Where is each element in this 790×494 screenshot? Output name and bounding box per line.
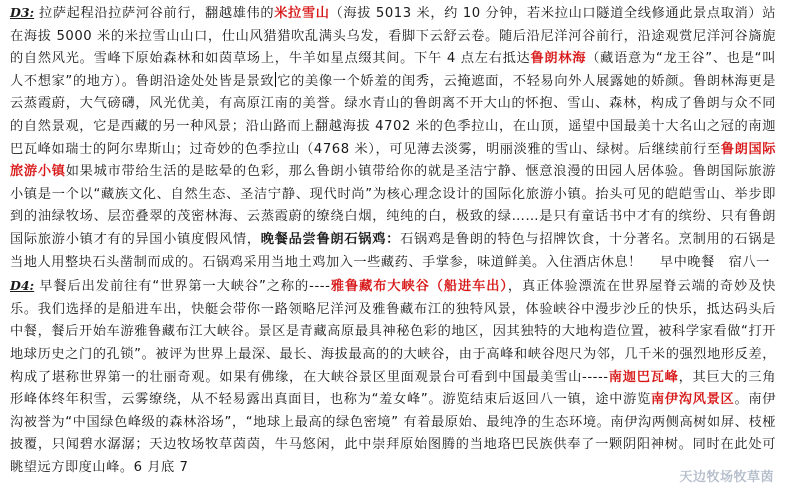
- day4-paragraph: [10, 275, 776, 479]
- day3-text: 拉萨起程沿拉萨河谷前行，翻越雄伟的: [34, 6, 275, 21]
- day4-text: 。南伊沟被誉为“中国绿色峰级的森林浴场”，“地球上最高的绿色密境” 有着最原始、最纯净的生态环境。南伊沟两侧高树如屏、枝桠披覆，只闻碧水潺潺；天边牧场牧草茵茵，牛马悠闲，此中崇拜原始图腾的当地珞巴民族供奉了一颗阴阳神树。同时在此处可眺望远方即度山峰。6 月底 7: [10, 392, 776, 475]
- highlight-nanyi-valley: 南伊沟风景区: [650, 392, 735, 408]
- day3-paragraph: [10, 2, 776, 274]
- day3-text: 如果城市带给生活的是眩晕的色彩，那么鲁朗小镇带给你的就是圣洁宁静、惬意浪漫的田园人居体验。鲁朗国际旅游小镇是一个以“藏族文化、自然生态、圣洁宁静、现代时尚”为核心理念设计的国际化旅游小镇。抬头可见的皑皑雪山、举步即到的油绿牧场、层峦叠翠的茂密林海、云蒸霞蔚的缭绕白烟，纯纯的白，极致的绿……是只有童话书中才有的缤纷、只有鲁朗国际旅游小镇才有的异国小镇度假风情，: [10, 164, 777, 247]
- highlight-lulang-forest: 鲁朗林海: [530, 51, 587, 67]
- day4-text: ，其巨大的三角形峰体终年积雪，云雾缭绕，从不轻易露出真面目，也称为“羞女峰”。游览结束后返回八一镇，途中游览: [10, 369, 777, 408]
- day4-text: 早餐后出发前往有“世界第一大峡谷”之称的----: [34, 279, 331, 295]
- dinner-note: 晚餐品尝鲁朗石锅鸡：: [260, 231, 401, 247]
- highlight-mila-snow-mountain: 米拉雪山: [274, 6, 330, 21]
- day3-text: （藏语意为“龙王谷”、也是“叫人不想家”的地方）。鲁朗沿途处处皆是景致: [10, 51, 776, 89]
- highlight-yarlung-canyon: 雅鲁藏布大峡谷（船进车出）: [330, 279, 508, 295]
- day4-text: ，真正体验漂流在世界屋脊云端的奇妙及快乐。我们选择的是船进车出，快艇会带你一路领略尼洋河及雅鲁藏布江的独特风景，体验峡谷中漫步沙丘的快乐，抵达码头后中餐，餐后开始车游雅鲁藏布江大峡谷。景区是青藏高原最具神秘色彩的地区，因其独特的大地构造位置，被科学家看做“打开地球历史之门的孔锁”。被评为世界上最深、最长、海拔最高的的大峡谷，由于高峰和峡谷咫尺为邻，几千米的强烈地形反差，构成了堪称世界第一的壮丽奇观。如果有佛缘，在大峡谷景区里面观景台可看到中国最美雪山-----: [10, 279, 776, 385]
- day3-text: （海拔 5013 米，约 10 分钟，若米拉山口隧道全线修通此景点取消）站在海拔 5000 米的米拉雪山山口，仕山风猎猎吹乱满头乌发，看脚下云舒云卷。随后沿尼洋河谷前行，沿途观赏尼洋河谷旖旎的自然风光。雪峰下原始森林和如茵草场上，牛羊如星点缀其间。下午 4 点左右抵达: [10, 6, 776, 67]
- day3-text: 石锅鸡是鲁朗的特色与招牌饮食，十分著名。烹制用的石锅是当地人用整块石头凿制而成的。石锅鸡采用当地土鸡加入一些藏药、手掌参，味道鲜美。入住酒店休息！: [10, 231, 776, 270]
- day3-meals: 早中晚餐 宿八一: [659, 254, 770, 270]
- highlight-namcha-barwa: 南迦巴瓦峰: [608, 369, 679, 385]
- highlight-lulang-town: 鲁朗国际旅游小镇: [10, 141, 776, 180]
- watermark: 天边牧场牧草茵: [679, 467, 774, 490]
- day3-text: 它的美像一个娇羞的闺秀，云掩遮面，不轻易向外人展露她的娇颜。鲁朗林海更是云蒸霞蔚，大气磅礴，风光优美，有高原江南的美誉。绿水青山的鲁朗离不开大山的怀抱、雪山、森林，构成了鲁朗与众不同的自然景观，它是西藏的另一种风景；沿山路而上翻越海拔 4702 米的色季拉山，在山顶，遥望中国最美十大名山之冠的南迦巴瓦峰如瑞士的阿尔卑斯山；过奇妙的色季拉山（4768 米），可见薄去淡雾，明丽淡雅的雪山、绿树。后继续前行至: [10, 73, 776, 157]
- day4-label: D4:: [10, 278, 35, 294]
- day3-label: D3:: [10, 5, 35, 20]
